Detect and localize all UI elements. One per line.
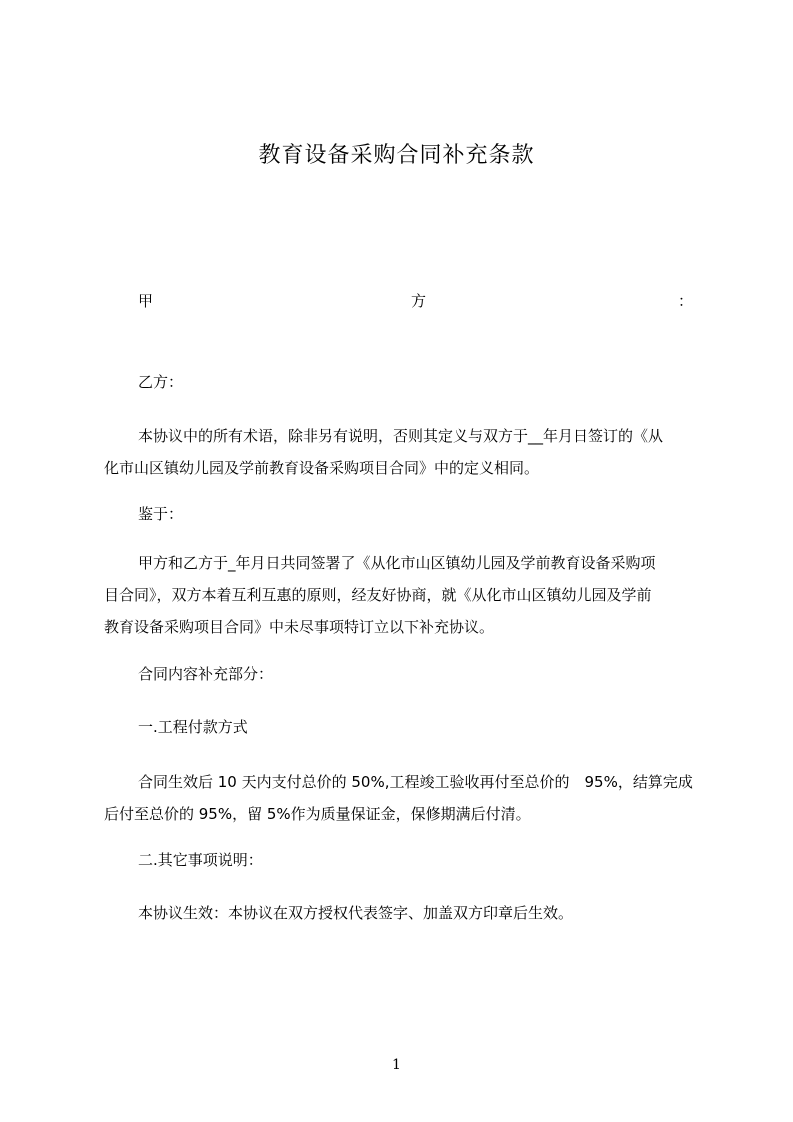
document-title: 教育设备采购合同补充条款 [258, 143, 535, 168]
payment-line-2: 后付至总价的 95%，留 5%作为质量保证金，保修期满后付清。 [104, 805, 531, 823]
party-a-colon: ： [677, 292, 693, 310]
whereas-line-3: 教育设备采购项目合同》中未尽事项特订立以下补充协议。 [104, 618, 495, 636]
page-number: 1 [392, 1057, 401, 1073]
terms-paragraph [104, 420, 699, 484]
whereas-line-1: 甲方和乙方于_年月日共同签署了《从化市山区镇幼儿园及学前教育设备采购项 [138, 554, 656, 572]
section-2-heading: 二.其它事项说明： [138, 851, 263, 869]
effectiveness-clause: 本协议生效：本协议在双方授权代表签字、加盖双方印章后生效。 [138, 904, 574, 922]
whereas-line-2: 目合同》，双方本着互利互惠的原则，经友好协商，就《从化市山区镇幼儿园及学前 [104, 586, 652, 604]
party-a-char-1: 甲 [138, 292, 154, 310]
party-a-char-2: 方 [411, 292, 427, 310]
party-b-line: 乙方： [138, 373, 184, 391]
section-1-heading: 一.工程付款方式 [138, 718, 248, 736]
payment-paragraph [104, 766, 699, 830]
whereas-heading: 鉴于： [138, 505, 184, 523]
supplement-heading: 合同内容补充部分： [138, 665, 274, 683]
whereas-paragraph [104, 547, 699, 643]
payment-line-1: 合同生效后 10 天内支付总价的 50%,工程竣工验收再付至总价的 95%，结算完成 [138, 773, 693, 791]
party-a-line [138, 290, 693, 312]
terms-line-2: 化市山区镇幼儿园及学前教育设备采购项目合同》中的定义相同。 [104, 459, 540, 477]
terms-line-1: 本协议中的所有术语，除非另有说明，否则其定义与双方于__年月日签订的《从 [138, 427, 664, 445]
